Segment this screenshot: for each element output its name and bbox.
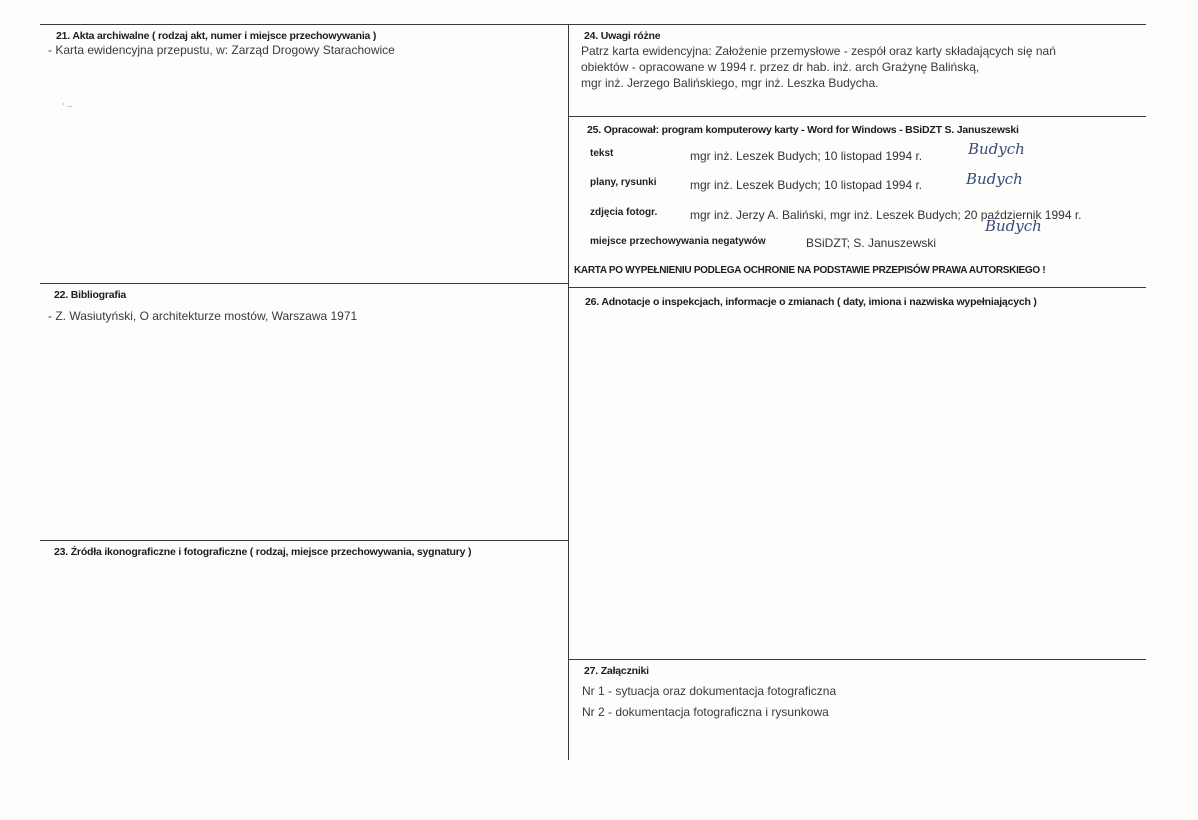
rule-23 — [40, 540, 569, 541]
section-25-heading: 25. Opracował: program komputerowy karty - Word for Windows - BSiDZT S. Januszewski — [587, 124, 1019, 136]
section-26-heading: 26. Adnotacje o inspekcjach, informacje o zmianach ( daty, imiona i nazwiska wypełniających ) — [585, 296, 1037, 308]
section-24-line-2: obiektów - opracowane w 1994 r. przez dr hab. inż. arch Grażynę Balińską, — [581, 60, 980, 74]
row-label-tekst: tekst — [590, 148, 614, 159]
signature-1: Budych — [968, 140, 1025, 158]
row-value-plany: mgr inż. Leszek Budych; 10 listopad 1994 r. — [690, 178, 923, 192]
copyright-notice: KARTA PO WYPEŁNIENIU PODLEGA OCHRONIE NA PODSTAWIE PRZEPISÓW PRAWA AUTORSKIEGO ! — [574, 265, 1046, 276]
row-label-plany: plany, rysunki — [590, 177, 657, 188]
row-value-tekst: mgr inż. Leszek Budych; 10 listopad 1994 r. — [690, 149, 923, 163]
rule-25 — [568, 116, 1146, 117]
rule-22 — [40, 283, 569, 284]
rule-26 — [568, 287, 1146, 288]
row-label-negatywy: miejsce przechowywania negatywów — [590, 236, 766, 247]
section-27-heading: 27. Załączniki — [584, 665, 649, 677]
top-rule — [40, 24, 1146, 25]
section-21-heading: 21. Akta archiwalne ( rodzaj akt, numer i miejsce przechowywania ) — [56, 30, 377, 42]
section-23-heading: 23. Źródła ikonograficzne i fotograficzne ( rodzaj, miejsce przechowywania, sygnatury ) — [54, 546, 472, 558]
section-21-text: - Karta ewidencyjna przepustu, w: Zarząd Drogowy Starachowice — [48, 43, 395, 57]
row-label-zdjecia: zdjęcia fotogr. — [590, 207, 658, 218]
section-27-line-1: Nr 1 - sytuacja oraz dokumentacja fotograficzna — [582, 684, 837, 698]
scan-speck: ⋅ ․․ — [62, 100, 73, 109]
section-22-text: - Z. Wasiutyński, O architekturze mostów, Warszawa 1971 — [48, 309, 358, 323]
signature-3: Budych — [985, 217, 1042, 235]
section-24-line-3: mgr inż. Jerzego Balińskiego, mgr inż. Leszka Budycha. — [581, 76, 879, 90]
section-24-heading: 24. Uwagi różne — [584, 30, 661, 42]
row-value-zdjecia: mgr inż. Jerzy A. Baliński, mgr inż. Leszek Budych; 20 październik 1994 r. — [690, 208, 1082, 222]
center-divider — [568, 24, 569, 760]
section-22-heading: 22. Bibliografia — [54, 289, 127, 301]
row-value-negatywy: BSiDZT; S. Januszewski — [806, 236, 937, 250]
section-27-line-2: Nr 2 - dokumentacja fotograficzna i rysunkowa — [582, 705, 829, 719]
rule-27 — [568, 659, 1146, 660]
signature-2: Budych — [966, 170, 1023, 188]
section-24-line-1: Patrz karta ewidencyjna: Założenie przemysłowe - zespół oraz karty składających się nań — [581, 44, 1056, 58]
